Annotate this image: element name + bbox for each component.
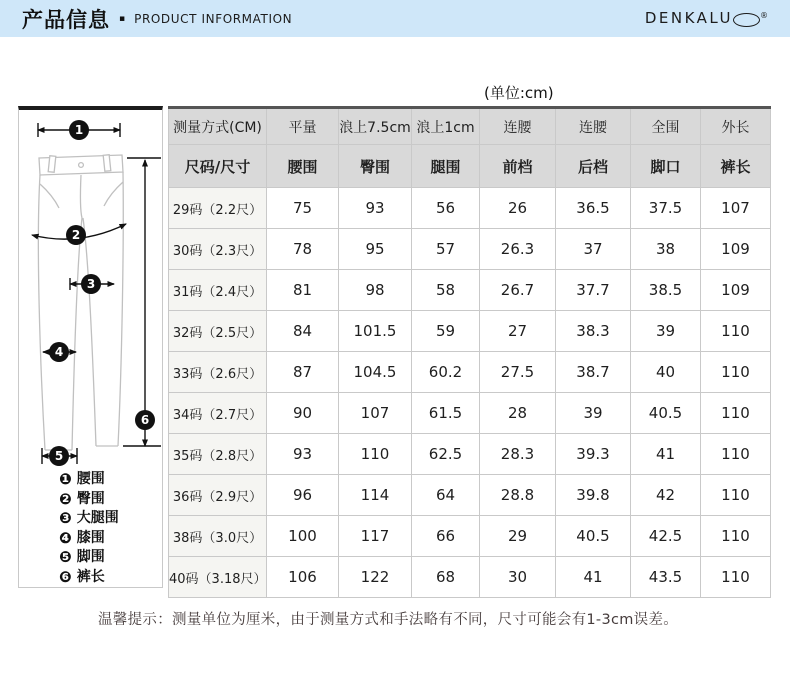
legend-number-icon: ❷ (59, 489, 72, 508)
brand-logo (644, 8, 768, 27)
brand-letters: DENKALU (644, 8, 733, 27)
size-label-cell: 30码（2.3尺） (169, 229, 267, 270)
table-row (169, 270, 771, 311)
legend-number-icon: ❶ (59, 470, 72, 488)
measurement-cell: 37.5 (631, 188, 701, 229)
measurement-cell: 58 (412, 270, 480, 311)
legend-label: 裤长 (76, 568, 105, 585)
header-with-waist-2: 连腰 (556, 108, 631, 145)
measurement-cell: 107 (339, 393, 412, 434)
header-leg-opening: 脚口 (631, 145, 701, 188)
unit-label: (单位:cm) (484, 84, 554, 102)
measurement-cell: 43.5 (631, 557, 701, 598)
header-size: 尺码/尺寸 (169, 145, 267, 188)
legend-label: 脚围 (76, 549, 105, 565)
measurement-cell: 29 (480, 516, 556, 557)
measurement-cell: 117 (339, 516, 412, 557)
measurement-cell: 109 (701, 229, 771, 270)
header-front-rise: 前档 (480, 145, 556, 188)
header-back-rise: 后档 (556, 145, 631, 188)
legend-number-icon: ❻ (59, 567, 72, 586)
measurement-cell: 95 (339, 229, 412, 270)
header-measure-method: 测量方式(CM) (169, 108, 267, 145)
table-row (169, 516, 771, 557)
page-title-group (22, 4, 292, 34)
measurement-cell: 40.5 (556, 516, 631, 557)
table-row (169, 188, 771, 229)
marker-4: 4 (54, 345, 64, 360)
legend-number-icon: ❸ (59, 509, 72, 527)
measurement-cell: 107 (701, 188, 771, 229)
header-hip: 臀围 (339, 145, 412, 188)
measurement-cell: 57 (412, 229, 480, 270)
legend-item (59, 548, 162, 568)
header-rise-7-5: 浪上7.5cm (339, 108, 412, 145)
marker-6: 6 (140, 413, 150, 428)
header-rise-1: 浪上1cm (412, 108, 480, 145)
registered-mark: ® (760, 10, 768, 20)
table-row (169, 229, 771, 270)
legend-item (59, 529, 162, 549)
measurement-cell: 38.7 (556, 352, 631, 393)
legend-item (59, 490, 162, 510)
table-row (169, 557, 771, 598)
measurement-cell: 100 (267, 516, 339, 557)
pants-diagram-panel (18, 106, 163, 588)
measurement-cell: 39 (556, 393, 631, 434)
measurement-cell: 39.8 (556, 475, 631, 516)
legend-label: 膝围 (76, 529, 105, 546)
measurement-cell: 75 (267, 188, 339, 229)
legend-label: 腰围 (76, 471, 105, 487)
table-row (169, 393, 771, 434)
measurement-cell: 110 (701, 434, 771, 475)
legend-item (59, 568, 162, 588)
legend-label: 大腿围 (76, 510, 119, 526)
measurement-number-badges (49, 120, 155, 466)
measurement-cell: 30 (480, 557, 556, 598)
measurement-legend (19, 470, 162, 587)
measurement-cell: 40.5 (631, 393, 701, 434)
measurement-cell: 101.5 (339, 311, 412, 352)
measurement-cell: 26 (480, 188, 556, 229)
legend-number-icon: ❺ (59, 548, 72, 566)
measurement-cell: 42.5 (631, 516, 701, 557)
measurement-cell: 90 (267, 393, 339, 434)
header-flat-measure: 平量 (267, 108, 339, 145)
measurement-cell: 110 (701, 557, 771, 598)
measurement-cell: 64 (412, 475, 480, 516)
marker-3: 3 (86, 277, 96, 292)
measurement-cell: 38.3 (556, 311, 631, 352)
header-outer-length: 外长 (701, 108, 771, 145)
measurement-cell: 110 (339, 434, 412, 475)
measurement-cell: 40 (631, 352, 701, 393)
header-pants-length: 裤长 (701, 145, 771, 188)
size-label-cell: 33码（2.6尺） (169, 352, 267, 393)
measurement-cell: 28.3 (480, 434, 556, 475)
measurement-cell: 26.7 (480, 270, 556, 311)
footer-note: 温馨提示：测量单位为厘米，由于测量方式和手法略有不同，尺寸可能会有1-3cm误差。 (98, 612, 679, 628)
measurement-cell: 122 (339, 557, 412, 598)
measurement-cell: 28 (480, 393, 556, 434)
measurement-cell: 93 (267, 434, 339, 475)
measurement-cell: 56 (412, 188, 480, 229)
measurement-cell: 39.3 (556, 434, 631, 475)
header-full-circ: 全围 (631, 108, 701, 145)
table-header-field-row (169, 145, 771, 188)
table-row (169, 475, 771, 516)
measurement-cell: 78 (267, 229, 339, 270)
size-label-cell: 35码（2.8尺） (169, 434, 267, 475)
measurement-cell: 110 (701, 352, 771, 393)
measurement-cell: 37 (556, 229, 631, 270)
measurement-cell: 93 (339, 188, 412, 229)
size-label-cell: 38码（3.0尺） (169, 516, 267, 557)
legend-item (59, 509, 162, 529)
measurement-cell: 27 (480, 311, 556, 352)
table-row (169, 352, 771, 393)
marker-1: 1 (74, 123, 84, 138)
measurement-cell: 114 (339, 475, 412, 516)
table-header-method-row (169, 108, 771, 145)
table-row (169, 434, 771, 475)
size-label-cell: 36码（2.9尺） (169, 475, 267, 516)
brand-oval-o-icon (733, 13, 760, 27)
measurement-cell: 110 (701, 475, 771, 516)
size-label-cell: 29码（2.2尺） (169, 188, 267, 229)
marker-2: 2 (71, 228, 81, 243)
measurement-cell: 59 (412, 311, 480, 352)
measurement-cell: 110 (701, 393, 771, 434)
measurement-cell: 38.5 (631, 270, 701, 311)
measurement-cell: 61.5 (412, 393, 480, 434)
measurement-cell: 104.5 (339, 352, 412, 393)
pants-outline (38, 155, 123, 450)
size-label-cell: 32码（2.5尺） (169, 311, 267, 352)
measurement-cell: 109 (701, 270, 771, 311)
page-title-cn: 产品信息 (22, 7, 110, 32)
size-label-cell: 31码（2.4尺） (169, 270, 267, 311)
measurement-cell: 66 (412, 516, 480, 557)
table-row (169, 311, 771, 352)
measurement-cell: 39 (631, 311, 701, 352)
measurement-cell: 84 (267, 311, 339, 352)
size-label-cell: 34码（2.7尺） (169, 393, 267, 434)
measurement-cell: 37.7 (556, 270, 631, 311)
measurement-cell: 96 (267, 475, 339, 516)
size-table (168, 106, 771, 598)
measurement-cell: 28.8 (480, 475, 556, 516)
measurement-cell: 41 (631, 434, 701, 475)
header-bar (0, 0, 790, 37)
measurement-cell: 110 (701, 311, 771, 352)
header-waist: 腰围 (267, 145, 339, 188)
pants-measurement-diagram (19, 112, 162, 470)
page-title-en: PRODUCT INFORMATION (134, 11, 293, 26)
header-thigh: 腿围 (412, 145, 480, 188)
measurement-cell: 26.3 (480, 229, 556, 270)
size-label-cell: 40码（3.18尺） (169, 557, 267, 598)
square-bullet-icon: ▪ (119, 13, 126, 24)
measurement-cell: 36.5 (556, 188, 631, 229)
measurement-cell: 68 (412, 557, 480, 598)
measurement-cell: 42 (631, 475, 701, 516)
measurement-cell: 81 (267, 270, 339, 311)
measurement-cell: 62.5 (412, 434, 480, 475)
measurement-cell: 87 (267, 352, 339, 393)
measurement-cell: 60.2 (412, 352, 480, 393)
measurement-cell: 106 (267, 557, 339, 598)
legend-number-icon: ❹ (59, 528, 72, 547)
measurement-cell: 98 (339, 270, 412, 311)
measurement-cell: 38 (631, 229, 701, 270)
measurement-cell: 41 (556, 557, 631, 598)
legend-label: 臀围 (76, 490, 105, 507)
header-with-waist-1: 连腰 (480, 108, 556, 145)
measurement-cell: 27.5 (480, 352, 556, 393)
legend-item (59, 470, 162, 490)
marker-5: 5 (54, 449, 64, 464)
measurement-cell: 110 (701, 516, 771, 557)
